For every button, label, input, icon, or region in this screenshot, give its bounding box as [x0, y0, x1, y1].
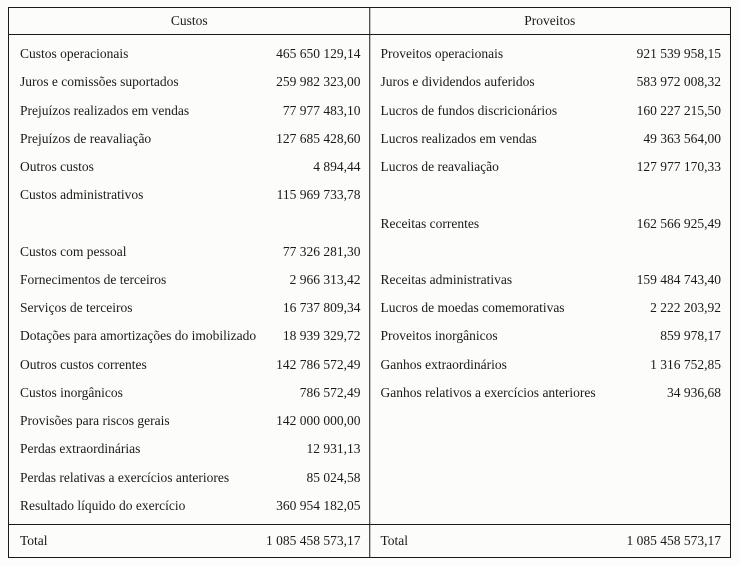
revenue-item-value: 160 227 215,50 — [636, 102, 721, 118]
cost-item-cell — [9, 351, 370, 379]
cost-item-value: 4 894,44 — [313, 159, 361, 175]
cost-item-value: 142 786 572,49 — [276, 356, 361, 372]
revenues-total-value: 1 085 458 573,17 — [626, 533, 721, 548]
cost-item-value: 18 939 329,72 — [282, 328, 361, 344]
cost-item-label: Perdas relativas a exercícios anteriores — [20, 469, 230, 485]
cost-item-value: 77 326 281,30 — [282, 243, 361, 259]
cost-item-cell — [9, 322, 370, 350]
cost-item-value: 115 969 733,78 — [276, 187, 361, 203]
revenue-item-cell — [370, 40, 731, 68]
cost-item-value: 465 650 129,14 — [276, 46, 361, 62]
cost-item-value: 12 931,13 — [306, 441, 361, 457]
revenue-item-cell — [370, 181, 731, 209]
cost-item-label: Outros custos — [20, 159, 94, 175]
revenue-item-cell — [370, 379, 731, 407]
cost-item-value: 2 966 313,42 — [289, 271, 361, 287]
cost-item-value: 259 982 323,00 — [276, 74, 361, 90]
costs-total-value: 1 085 458 573,17 — [266, 533, 361, 548]
costs-revenues-table — [8, 7, 731, 558]
cost-item-label: Fornecimentos de terceiros — [20, 271, 167, 287]
cost-item-value: 786 572,49 — [299, 384, 361, 400]
cost-item-cell — [9, 125, 370, 153]
cost-item-cell — [9, 379, 370, 407]
revenue-item-cell — [370, 238, 731, 266]
revenue-item-cell — [370, 435, 731, 463]
costs-total-cell — [9, 525, 370, 557]
revenue-item-label: Lucros de moedas comemorativas — [380, 300, 565, 316]
revenue-item-value: 127 977 170,33 — [636, 159, 721, 175]
revenue-item-label: Ganhos extraordinários — [380, 356, 507, 372]
cost-item-label: Prejuízos de reavaliação — [20, 130, 152, 146]
costs-total-label: Total — [20, 533, 48, 548]
cost-item-cell — [9, 435, 370, 463]
revenue-item-cell — [370, 294, 731, 322]
revenue-item-cell — [370, 96, 731, 124]
cost-item-label: Custos operacionais — [20, 46, 129, 62]
cost-item-label: Prejuízos realizados em vendas — [20, 102, 190, 118]
cost-item-cell — [9, 294, 370, 322]
cost-item-label: Perdas extraordinárias — [20, 441, 141, 457]
revenues-header-label: Proveitos — [524, 13, 576, 28]
revenue-item-cell — [370, 68, 731, 96]
revenue-item-label: Juros e dividendos auferidos — [380, 74, 535, 90]
cost-item-cell — [9, 68, 370, 96]
revenue-item-cell — [370, 125, 731, 153]
cost-item-cell — [9, 40, 370, 68]
revenue-item-cell — [370, 407, 731, 435]
cost-item-label: Resultado líquido do exercício — [20, 497, 186, 513]
cost-item-label: Custos inorgânicos — [20, 384, 123, 400]
revenue-item-cell — [370, 266, 731, 294]
cost-item-label: Juros e comissões suportados — [20, 74, 179, 90]
revenue-item-cell — [370, 492, 731, 520]
cost-item-label: Dotações para amortizações do imobilizado — [20, 328, 257, 344]
cost-item-cell — [9, 464, 370, 492]
revenue-item-value: 49 363 564,00 — [643, 130, 721, 146]
cost-item-value: 142 000 000,00 — [276, 413, 361, 429]
cost-item-label: Custos com pessoal — [20, 243, 127, 259]
cost-item-value: 77 977 483,10 — [282, 102, 361, 118]
revenue-item-cell — [370, 153, 731, 181]
cost-item-value: 16 737 809,34 — [282, 300, 361, 316]
cost-item-cell — [9, 407, 370, 435]
revenue-item-cell — [370, 464, 731, 492]
revenue-item-label: Receitas correntes — [380, 215, 480, 231]
cost-item-cell — [9, 209, 370, 237]
revenue-item-label: Receitas administrativas — [380, 271, 513, 287]
costs-header-label: Custos — [170, 13, 208, 28]
cost-item-value: 127 685 428,60 — [276, 130, 361, 146]
cost-item-cell — [9, 266, 370, 294]
revenue-item-value: 2 222 203,92 — [650, 300, 721, 316]
revenue-item-label: Ganhos relativos a exercícios anteriores — [380, 384, 596, 400]
cost-item-cell — [9, 96, 370, 124]
revenue-item-label: Lucros de reavaliação — [380, 159, 499, 175]
revenue-item-label: Lucros realizados em vendas — [380, 130, 537, 146]
revenue-item-label: Lucros de fundos discricionários — [380, 102, 558, 118]
revenue-item-value: 159 484 743,40 — [636, 271, 721, 287]
revenue-item-value: 583 972 008,32 — [636, 74, 721, 90]
column-divider — [369, 8, 371, 557]
cost-item-cell — [9, 181, 370, 209]
revenue-item-value: 34 936,68 — [667, 384, 721, 400]
cost-item-cell — [9, 238, 370, 266]
costs-header-cell — [9, 8, 370, 34]
cost-item-cell — [9, 153, 370, 181]
revenue-item-label: Proveitos inorgânicos — [380, 328, 498, 344]
revenue-item-label: Proveitos operacionais — [380, 46, 504, 62]
revenue-item-value: 859 978,17 — [660, 328, 721, 344]
revenues-header-cell — [370, 8, 731, 34]
revenues-total-label: Total — [380, 533, 409, 548]
revenues-total-cell — [370, 525, 731, 557]
cost-item-label: Custos administrativos — [20, 187, 144, 203]
revenue-item-value: 162 566 925,49 — [636, 215, 721, 231]
cost-item-cell — [9, 492, 370, 520]
cost-item-value: 360 954 182,05 — [276, 497, 361, 513]
cost-item-label: Provisões para riscos gerais — [20, 413, 170, 429]
cost-item-label: Serviços de terceiros — [20, 300, 133, 316]
cost-item-label: Outros custos correntes — [20, 356, 147, 372]
revenue-item-value: 1 316 752,85 — [650, 356, 721, 372]
cost-item-value: 85 024,58 — [306, 469, 361, 485]
revenue-item-value: 921 539 958,15 — [636, 46, 721, 62]
revenue-item-cell — [370, 209, 731, 237]
revenue-item-cell — [370, 351, 731, 379]
revenue-item-cell — [370, 322, 731, 350]
